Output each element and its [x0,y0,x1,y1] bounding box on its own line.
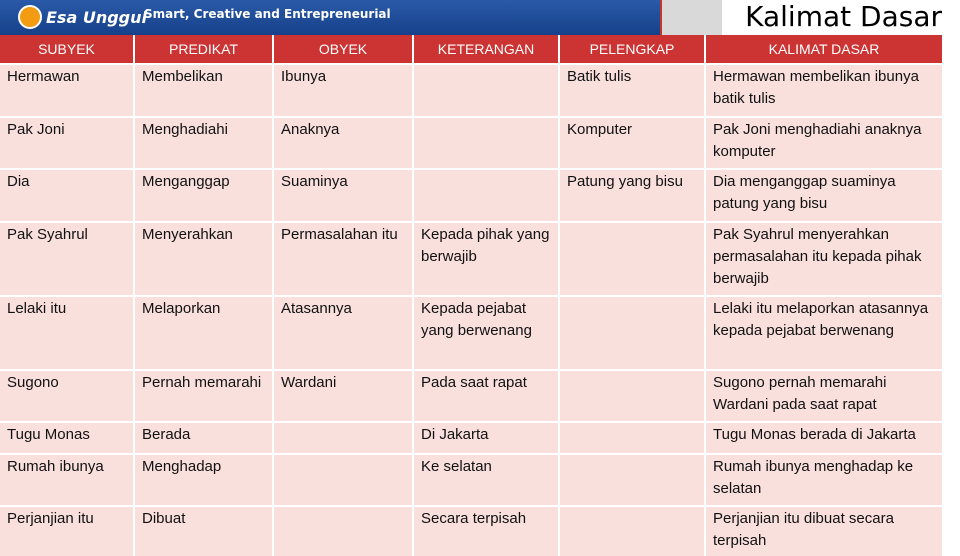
table-cell: Suaminya [274,170,412,221]
table-cell: Patung yang bisu [560,170,704,221]
column-header: SUBYEK [0,35,133,63]
table-cell: Hermawan membelikan ibunya batik tulis [706,65,942,116]
table-cell: Permasalahan itu [274,223,412,295]
column-header: PREDIKAT [135,35,272,63]
table-cell: Wardani [274,371,412,421]
table-cell: Anaknya [274,118,412,168]
table-cell: Rumah ibunya [0,455,133,505]
table-cell: Perjanjian itu [0,507,133,556]
table-cell: Pernah memarahi [135,371,272,421]
column-header: OBYEK [274,35,412,63]
table-cell: Dia [0,170,133,221]
table-cell: Sugono pernah memarahi Wardani pada saat rapat [706,371,942,421]
table-cell [274,455,412,505]
table-cell [414,65,558,116]
table-cell [414,118,558,168]
table-cell: Dibuat [135,507,272,556]
table-cell: Tugu Monas berada di Jakarta [706,423,942,453]
table-cell: Pak Joni [0,118,133,168]
table-cell [560,455,704,505]
table-cell: Rumah ibunya menghadap ke selatan [706,455,942,505]
table-cell [274,423,412,453]
table-cell: Pak Syahrul menyerahkan permasalahan itu kepada pihak berwajib [706,223,942,295]
banner-frame [660,0,722,35]
table-cell: Ibunya [274,65,412,116]
table-cell [560,507,704,556]
table-cell: Berada [135,423,272,453]
table-cell [560,297,704,369]
table-cell: Ke selatan [414,455,558,505]
column-header: PELENGKAP [560,35,704,63]
table-cell [274,507,412,556]
table-cell: Lelaki itu melaporkan atasannya kepada pejabat berwenang [706,297,942,369]
page-title: Kalimat Dasar [745,0,942,33]
table-cell: Lelaki itu [0,297,133,369]
table-cell: Kepada pihak yang berwajib [414,223,558,295]
table-cell: Komputer [560,118,704,168]
table-cell [560,371,704,421]
table-cell: Batik tulis [560,65,704,116]
table-cell: Menganggap [135,170,272,221]
table-cell: Di Jakarta [414,423,558,453]
table-cell: Membelikan [135,65,272,116]
table-cell: Menyerahkan [135,223,272,295]
column-header: KALIMAT DASAR [706,35,942,63]
table-cell: Sugono [0,371,133,421]
column-header: KETERANGAN [414,35,558,63]
table-cell [560,223,704,295]
table-cell: Pak Joni menghadiahi anaknya komputer [706,118,942,168]
table-cell: Melaporkan [135,297,272,369]
header-banner [0,0,722,35]
logo-text: Esa Unggul [46,8,147,27]
table-cell: Pak Syahrul [0,223,133,295]
logo-icon [18,5,42,29]
table-cell: Tugu Monas [0,423,133,453]
table-cell: Dia menganggap suaminya patung yang bisu [706,170,942,221]
table-cell: Menghadiahi [135,118,272,168]
table-cell: Kepada pejabat yang berwenang [414,297,558,369]
table-cell: Hermawan [0,65,133,116]
table-cell: Pada saat rapat [414,371,558,421]
table-cell [414,170,558,221]
table-cell: Atasannya [274,297,412,369]
tagline: Smart, Creative and Entrepreneurial [144,7,391,21]
table-cell: Secara terpisah [414,507,558,556]
table-cell [560,423,704,453]
table-cell: Menghadap [135,455,272,505]
sentence-table [0,35,932,556]
table-cell: Perjanjian itu dibuat secara terpisah [706,507,942,556]
